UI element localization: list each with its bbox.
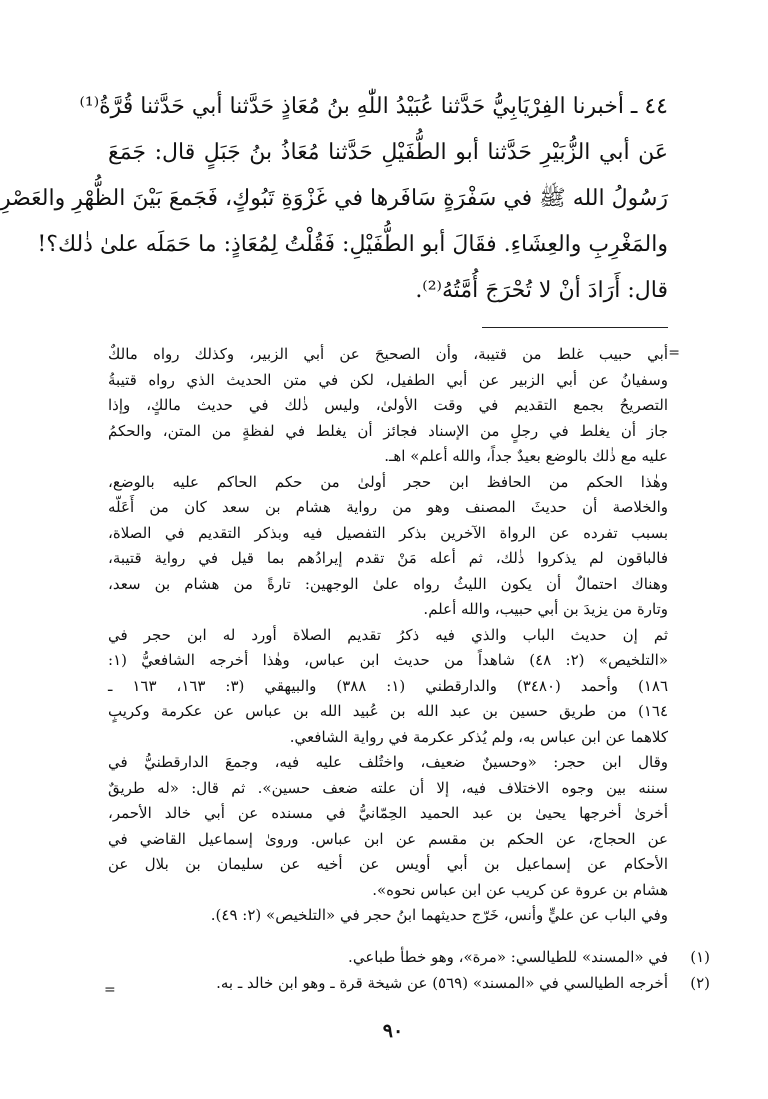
footnotes bbox=[108, 944, 710, 996]
footnote-text: في «المسند» للطيالسي: «مرة»، وهو خطأ طباعي. bbox=[348, 948, 668, 966]
hadith-line: والمَغْرِبِ والعِشَاءِ. فقَالَ أبو الطُّفَيْلِ: فَقُلْتُ لِمُعَاذٍ: ما حَمَلَه علىٰ ذٰلك؟! bbox=[37, 232, 668, 257]
page-number: ٩٠ bbox=[382, 1020, 404, 1042]
note-line: عليه مع ذٰلك بالوضع بعيدٌ جداً، والله أعلم» اهـ. bbox=[384, 447, 668, 465]
hadith-line: عَن أبي الزُّبَيْرِ حَدَّثنا أبو الطُّفَيْلِ حَدَّثنا مُعَاذُ بنُ جَبَلٍ قال: جَمَعَ bbox=[108, 140, 668, 165]
note-line: عن الحجاج، عن الحكم بن مقسم عن ابن عباس. وروىٰ إسماعيل القاضي في bbox=[108, 829, 668, 848]
note-line: كلاهما عن ابن عباس به، ولم يُذكر عكرمة في رواية الشافعي. bbox=[289, 727, 668, 746]
note-line: ١٨٦) وأحمد (٣٤٨٠) والدارقطني (١: ٣٨٨) والبيهقي (٣: ١٦٣، ١٦٣ ـ bbox=[108, 676, 669, 695]
footnote bbox=[108, 970, 710, 996]
footnote-number: (٢) bbox=[690, 974, 710, 992]
note-line: وقال ابن حجر: «وحسينٌ ضعيف، واختُلف عليه فيه، وجمعَ الدارقطنيُّ في bbox=[108, 753, 668, 771]
note-line: هشام بن عروة عن كريب عن ابن عباس نحوه». bbox=[372, 880, 668, 899]
note-line: «التلخيص» (٢: ٤٨) شاهداً من حديث ابن عباس، وهٰذا أخرجه الشافعيُّ (١: bbox=[108, 651, 668, 669]
footnote-number: (١) bbox=[690, 948, 710, 966]
continuation-mark: = bbox=[668, 345, 680, 361]
continuation-mark-end: = bbox=[104, 982, 116, 998]
note-line: التصريحُ بجمع التقديم في وقت الأولىٰ، وليس ذٰلك في حديث مالكٍ، وإذا bbox=[108, 396, 668, 414]
note-line: أبي حبيب غلط من قتيبة، وأن الصحيحَ عن أبي الزبير، وكذلك رواه مالكٌ bbox=[108, 345, 668, 363]
note-line: وتارة من يزيدَ بن أبي حبيب، والله أعلم. bbox=[423, 600, 668, 618]
note-line: وهٰذا الحكم من الحافظ ابن حجر أولىٰ من حكم الحاكم عليه بالوضع، bbox=[108, 472, 668, 491]
hadith-line: رَسُولُ الله ﷺ في سَفْرَةٍ سَافَرها في غَزْوَةِ تَبُوكٍ، فَجَمعَ بَيْنَ الظُّهْرِ والعَصْرِ bbox=[0, 186, 668, 211]
hadith-line: قال: أَرَادَ أنْ لا تُحْرَجَ أُمَّتُهُ⁽²⁾. bbox=[415, 278, 668, 303]
footnote-text: أخرجه الطيالسي في «المسند» (٥٦٩) عن شيخة قرة ـ وهو ابن خالد ـ به. bbox=[216, 974, 668, 992]
note-line: فالباقون لم يذكروا ذٰلك، ثم أعله مَنْ تقدم إيرادُهم بما قيل في رواية قتيبة، bbox=[108, 549, 668, 567]
note-line: سننه بين وجوه الاختلاف فيه، إلا أن علته ضعف حسين». ثم قال: «له طريقٌ bbox=[108, 778, 668, 797]
note-line: جاز أن يغلط في رجلٍ من الإسناد فجائز أن يغلط في لفظةٍ من المتن، والحكمُ bbox=[108, 421, 668, 440]
note-line: ثم إن حديث الباب والذي فيه ذكرُ تقديم الصلاة أورد له ابن حجر في bbox=[108, 625, 668, 644]
note-line: والخلاصة أن حديثَ المصنف وهو من رواية هشام بن سعد كان من أَعَلّه bbox=[108, 498, 668, 516]
hadith-text bbox=[0, 84, 668, 314]
note-line: وفي الباب عن عليٍّ وأنس، خَرّج حديثهما ابنُ حجر في «التلخيص» (٢: ٤٩). bbox=[210, 906, 668, 924]
note-line: ١٦٤) من طريق حسين بن عبد الله بن عُبيد الله بن عباس عن عكرمة وكريبٍ bbox=[108, 702, 668, 720]
footnote bbox=[108, 944, 710, 970]
note-line: الأحكام عن إسماعيل بن أبي أويس عن أخيه عن سليمان بن بلال عن bbox=[108, 855, 668, 873]
note-line: بسبب تفرده عن الرواة الآخرين بذكر التفصيل فيه وبذكر التقديم في الصلاة، bbox=[108, 523, 668, 542]
hadith-line: ٤٤ ـ أخبرنا الفِرْيَابِيُّ حَدَّثنا عُبَيْدُ اللّٰهِ بنُ مُعَاذٍ حَدَّثنا أبي حَدَّثنا قُرَّةُ⁽¹⁾ bbox=[79, 94, 668, 119]
note-line: وهناك احتمالٌ أن يكون الليثُ رواه علىٰ الوجهين: تارةً من هشام بن سعد، bbox=[108, 574, 668, 593]
note-line: وسفيانُ عن أبي الزبير عن أبي الطفيل، لكن في متن الحديث الذي رواه قتيبةُ bbox=[108, 370, 668, 389]
commentary-notes bbox=[108, 342, 668, 929]
footnote-separator bbox=[482, 327, 668, 328]
note-line: أخرىٰ أخرجها يحيىٰ بن عبد الحميد الحِمّانيُّ في مسنده عن أبي خالد الأحمر، bbox=[108, 804, 668, 822]
